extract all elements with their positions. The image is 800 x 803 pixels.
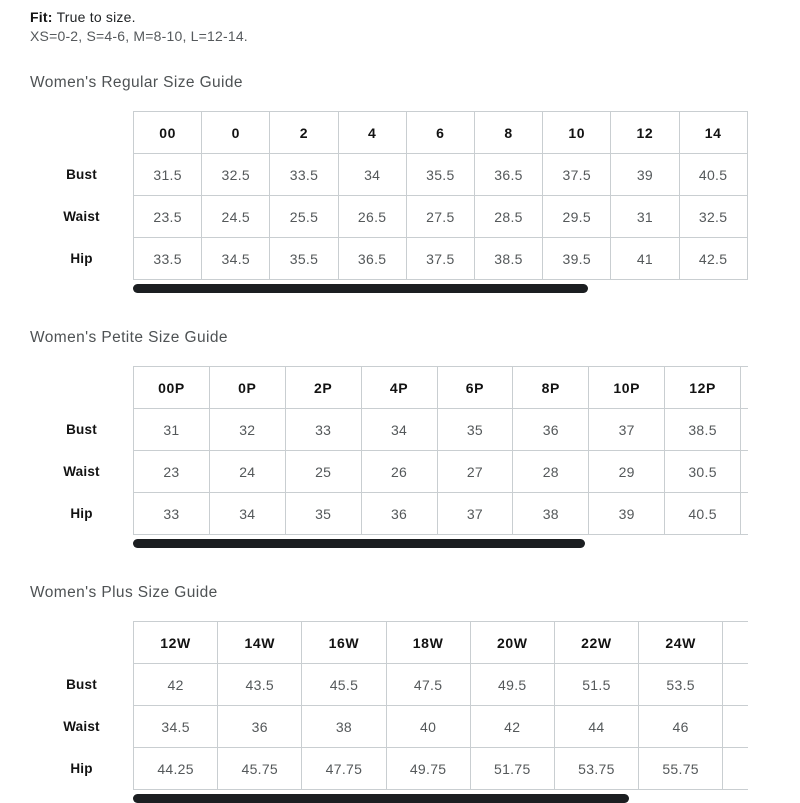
measurement-cell: 42 bbox=[470, 706, 554, 748]
measurement-cell: 23.5 bbox=[134, 196, 202, 238]
size-column-header: 2 bbox=[270, 112, 338, 154]
measurement-cell: 25.5 bbox=[270, 196, 338, 238]
measurement-cell: 34 bbox=[361, 409, 437, 451]
table-row bbox=[134, 493, 749, 535]
measurement-cell: 55.75 bbox=[639, 748, 723, 790]
size-column-header: 14W bbox=[218, 622, 302, 664]
measurement-cell: 36.5 bbox=[474, 154, 542, 196]
measurement-cell: 37.5 bbox=[543, 154, 611, 196]
size-guide-section bbox=[30, 584, 800, 803]
measurement-cell: 33 bbox=[134, 493, 210, 535]
measurement-cell: 24 bbox=[209, 451, 285, 493]
measurement-cell: 29.5 bbox=[543, 196, 611, 238]
measurement-cell: 39.5 bbox=[543, 238, 611, 280]
table-row bbox=[134, 238, 748, 280]
horizontal-scrollbar-track bbox=[133, 539, 748, 548]
measurement-cell: 47.5 bbox=[386, 664, 470, 706]
size-table-body bbox=[134, 154, 748, 280]
size-guide-section bbox=[30, 74, 800, 293]
horizontal-scrollbar-track bbox=[133, 794, 748, 803]
measurement-cell: 49.5 bbox=[470, 664, 554, 706]
size-guide-title: Women's Petite Size Guide bbox=[30, 329, 228, 346]
clipped-cell bbox=[741, 409, 749, 451]
measurement-cell: 33 bbox=[285, 409, 361, 451]
measurement-cell: 31 bbox=[611, 196, 679, 238]
measurement-cell: 42 bbox=[134, 664, 218, 706]
size-guide-title: Women's Plus Size Guide bbox=[30, 584, 218, 601]
letter-size-mapping: XS=0-2, S=4-6, M=8-10, L=12-14. bbox=[30, 28, 248, 44]
size-column-header: 6 bbox=[406, 112, 474, 154]
size-column-header: 22W bbox=[554, 622, 638, 664]
size-column-header: 14 bbox=[679, 112, 747, 154]
table-row bbox=[134, 409, 749, 451]
row-label: Bust bbox=[66, 676, 97, 692]
size-column-header: 8 bbox=[474, 112, 542, 154]
measurement-cell: 26.5 bbox=[338, 196, 406, 238]
size-table bbox=[133, 621, 748, 790]
row-label: Waist bbox=[63, 718, 100, 734]
size-column-header: 12 bbox=[611, 112, 679, 154]
size-column-header: 6P bbox=[437, 367, 513, 409]
size-guide-section bbox=[30, 329, 800, 548]
size-guide-page bbox=[30, 8, 800, 803]
horizontal-scrollbar-track bbox=[133, 284, 748, 293]
size-guide-title: Women's Regular Size Guide bbox=[30, 74, 243, 91]
measurement-cell: 34.5 bbox=[202, 238, 270, 280]
size-table-body bbox=[134, 409, 749, 535]
table-scroll-container[interactable] bbox=[133, 366, 748, 535]
measurement-cell: 37 bbox=[437, 493, 513, 535]
measurement-cell: 36.5 bbox=[338, 238, 406, 280]
table-header-row bbox=[134, 112, 748, 154]
size-table-header bbox=[134, 622, 749, 664]
measurement-cell: 34 bbox=[209, 493, 285, 535]
measurement-cell: 35 bbox=[437, 409, 513, 451]
measurement-cell: 36 bbox=[513, 409, 589, 451]
table-header-row bbox=[134, 367, 749, 409]
measurement-cell: 28.5 bbox=[474, 196, 542, 238]
row-label: Waist bbox=[63, 463, 100, 479]
measurement-cell: 35.5 bbox=[406, 154, 474, 196]
measurement-cell: 44 bbox=[554, 706, 638, 748]
measurement-cell: 24.5 bbox=[202, 196, 270, 238]
measurement-cell: 45.75 bbox=[218, 748, 302, 790]
horizontal-scrollbar-thumb[interactable] bbox=[133, 794, 629, 803]
clipped-cell bbox=[723, 706, 748, 748]
size-column-header: 12P bbox=[665, 367, 741, 409]
row-label: Bust bbox=[66, 421, 97, 437]
clipped-cell bbox=[741, 493, 749, 535]
measurement-cell: 51.75 bbox=[470, 748, 554, 790]
size-table-header bbox=[134, 112, 748, 154]
size-column-header: 10P bbox=[589, 367, 665, 409]
table-scroll-container[interactable] bbox=[133, 111, 748, 280]
size-table-header bbox=[134, 367, 749, 409]
size-table bbox=[133, 111, 748, 280]
row-labels-column bbox=[30, 366, 133, 534]
size-column-header: 00P bbox=[134, 367, 210, 409]
row-label: Waist bbox=[63, 208, 100, 224]
row-labels-column bbox=[30, 621, 133, 789]
measurement-cell: 38 bbox=[302, 706, 386, 748]
measurement-cell: 38 bbox=[513, 493, 589, 535]
measurement-cell: 41 bbox=[611, 238, 679, 280]
row-label-spacer bbox=[30, 621, 133, 663]
measurement-cell: 37 bbox=[589, 409, 665, 451]
size-column-header: 8P bbox=[513, 367, 589, 409]
measurement-cell: 33.5 bbox=[134, 238, 202, 280]
measurement-cell: 37.5 bbox=[406, 238, 474, 280]
measurement-cell: 33.5 bbox=[270, 154, 338, 196]
row-label-spacer bbox=[30, 111, 133, 153]
size-column-header: 4P bbox=[361, 367, 437, 409]
table-row bbox=[134, 748, 749, 790]
size-table-layout bbox=[30, 111, 800, 280]
size-guides bbox=[30, 74, 800, 803]
size-column-header: 16W bbox=[302, 622, 386, 664]
measurement-cell: 40.5 bbox=[665, 493, 741, 535]
size-column-header: 20W bbox=[470, 622, 554, 664]
measurement-cell: 32.5 bbox=[202, 154, 270, 196]
size-column-header: 4 bbox=[338, 112, 406, 154]
measurement-cell: 53.75 bbox=[554, 748, 638, 790]
measurement-cell: 32.5 bbox=[679, 196, 747, 238]
measurement-cell: 40.5 bbox=[679, 154, 747, 196]
measurement-cell: 42.5 bbox=[679, 238, 747, 280]
clipped-cell bbox=[723, 748, 748, 790]
measurement-cell: 40 bbox=[386, 706, 470, 748]
measurement-cell: 25 bbox=[285, 451, 361, 493]
measurement-cell: 39 bbox=[589, 493, 665, 535]
clipped-column-header bbox=[723, 622, 748, 664]
measurement-cell: 31.5 bbox=[134, 154, 202, 196]
table-row bbox=[134, 451, 749, 493]
measurement-cell: 27.5 bbox=[406, 196, 474, 238]
row-labels-column bbox=[30, 111, 133, 279]
measurement-cell: 45.5 bbox=[302, 664, 386, 706]
measurement-cell: 53.5 bbox=[639, 664, 723, 706]
table-header-row bbox=[134, 622, 749, 664]
table-scroll-container[interactable] bbox=[133, 621, 748, 790]
measurement-cell: 35.5 bbox=[270, 238, 338, 280]
measurement-cell: 23 bbox=[134, 451, 210, 493]
measurement-cell: 38.5 bbox=[665, 409, 741, 451]
clipped-column-header bbox=[741, 367, 749, 409]
fit-label: Fit: bbox=[30, 9, 53, 25]
row-label: Hip bbox=[70, 760, 93, 776]
fit-note bbox=[30, 8, 800, 27]
horizontal-scrollbar-thumb[interactable] bbox=[133, 539, 585, 548]
measurement-cell: 38.5 bbox=[474, 238, 542, 280]
row-label: Bust bbox=[66, 166, 97, 182]
measurement-cell: 44.25 bbox=[134, 748, 218, 790]
size-column-header: 00 bbox=[134, 112, 202, 154]
table-row bbox=[134, 154, 748, 196]
horizontal-scrollbar-thumb[interactable] bbox=[133, 284, 588, 293]
measurement-cell: 30.5 bbox=[665, 451, 741, 493]
measurement-cell: 46 bbox=[639, 706, 723, 748]
size-column-header: 10 bbox=[543, 112, 611, 154]
measurement-cell: 39 bbox=[611, 154, 679, 196]
measurement-cell: 34.5 bbox=[134, 706, 218, 748]
row-label-spacer bbox=[30, 366, 133, 408]
size-column-header: 12W bbox=[134, 622, 218, 664]
clipped-cell bbox=[723, 664, 748, 706]
measurement-cell: 26 bbox=[361, 451, 437, 493]
measurement-cell: 51.5 bbox=[554, 664, 638, 706]
size-column-header: 0 bbox=[202, 112, 270, 154]
measurement-cell: 29 bbox=[589, 451, 665, 493]
measurement-cell: 34 bbox=[338, 154, 406, 196]
size-column-header: 18W bbox=[386, 622, 470, 664]
measurement-cell: 36 bbox=[361, 493, 437, 535]
measurement-cell: 31 bbox=[134, 409, 210, 451]
clipped-cell bbox=[741, 451, 749, 493]
size-table-layout bbox=[30, 366, 800, 535]
row-label: Hip bbox=[70, 250, 93, 266]
table-row bbox=[134, 706, 749, 748]
table-row bbox=[134, 664, 749, 706]
measurement-cell: 47.75 bbox=[302, 748, 386, 790]
measurement-cell: 32 bbox=[209, 409, 285, 451]
measurement-cell: 35 bbox=[285, 493, 361, 535]
measurement-cell: 27 bbox=[437, 451, 513, 493]
size-column-header: 24W bbox=[639, 622, 723, 664]
size-table bbox=[133, 366, 748, 535]
measurement-cell: 28 bbox=[513, 451, 589, 493]
row-label: Hip bbox=[70, 505, 93, 521]
table-row bbox=[134, 196, 748, 238]
size-table-body bbox=[134, 664, 749, 790]
size-column-header: 2P bbox=[285, 367, 361, 409]
size-column-header: 0P bbox=[209, 367, 285, 409]
measurement-cell: 43.5 bbox=[218, 664, 302, 706]
measurement-cell: 49.75 bbox=[386, 748, 470, 790]
fit-value: True to size. bbox=[56, 9, 136, 25]
measurement-cell: 36 bbox=[218, 706, 302, 748]
size-table-layout bbox=[30, 621, 800, 790]
